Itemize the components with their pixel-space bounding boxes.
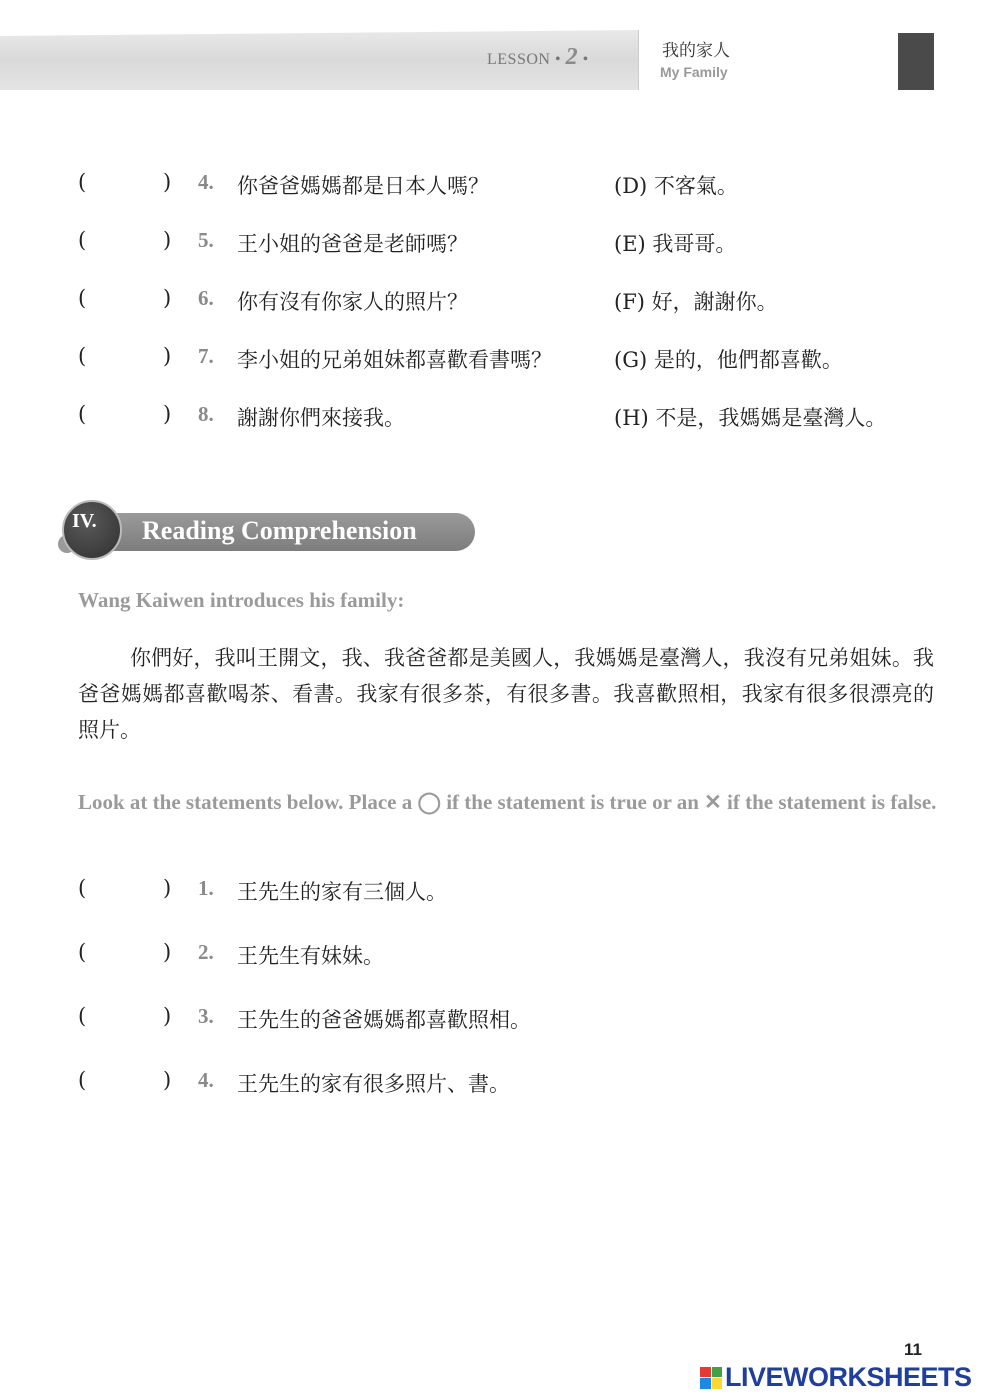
question-text: 你爸爸媽媽都是日本人嗎？ [237, 174, 489, 198]
answer-option: (E) 我哥哥。 [614, 232, 737, 256]
statement-row [0, 940, 1000, 970]
answer-blank-close: ) [163, 940, 172, 964]
answer-blank-open[interactable]: ( [78, 228, 87, 252]
statement-text: 王先生的爸爸媽媽都喜歡照相。 [237, 1008, 531, 1032]
answer-blank-close: ) [163, 876, 172, 900]
section-number: IV. [72, 510, 97, 532]
statement-row [0, 1004, 1000, 1034]
lesson-number: 2 [565, 44, 579, 70]
statement-number: 3. [198, 1004, 214, 1028]
header-corner-block [898, 33, 934, 90]
lesson-label [487, 44, 589, 71]
question-number: 6. [198, 286, 214, 310]
reading-passage: 你們好，我叫王開文，我、我爸爸都是美國人，我媽媽是臺灣人，我沒有兄弟姐妹。我爸爸媽媽都喜歡喝茶、看書。我家有很多茶，有很多書。我喜歡照相，我家有很多很漂亮的照片。 [78, 646, 934, 742]
answer-option: (F) 好，謝謝你。 [614, 290, 778, 314]
section-title: Reading Comprehension [142, 516, 417, 545]
answer-option: (H) 不是，我媽媽是臺灣人。 [614, 406, 887, 430]
question-text: 謝謝你們來接我。 [237, 406, 405, 430]
statement-number: 2. [198, 940, 214, 964]
statement-text: 王先生有妹妹。 [237, 944, 384, 968]
answer-blank-open[interactable]: ( [78, 940, 87, 964]
answer-blank-close: ) [163, 1004, 172, 1028]
answer-blank-close: ) [163, 286, 172, 310]
answer-blank-open[interactable]: ( [78, 286, 87, 310]
liveworksheets-watermark[interactable] [700, 1362, 972, 1393]
statement-number: 1. [198, 876, 214, 900]
reading-intro: Wang Kaiwen introduces his family: [78, 588, 405, 612]
statement-number: 4. [198, 1068, 214, 1092]
question-number: 4. [198, 170, 214, 194]
answer-blank-open[interactable]: ( [78, 1068, 87, 1092]
lesson-title-chinese: 我的家人 [662, 41, 730, 61]
answer-blank-close: ) [163, 402, 172, 426]
liveworksheets-text: LIVEWORKSHEETS [725, 1362, 972, 1392]
question-text: 王小姐的爸爸是老師嗎？ [237, 232, 468, 256]
answer-blank-open[interactable]: ( [78, 170, 87, 194]
answer-blank-close: ) [163, 1068, 172, 1092]
lesson-bullet: • [554, 51, 566, 68]
answer-option: (G) 是的，他們都喜歡。 [614, 348, 843, 372]
statement-row [0, 876, 1000, 906]
question-text: 你有沒有你家人的照片？ [237, 290, 468, 314]
matching-row [0, 286, 1000, 316]
answer-blank-open[interactable]: ( [78, 876, 87, 900]
answer-blank-close: ) [163, 170, 172, 194]
lesson-title-english: My Family [660, 64, 728, 80]
true-false-instruction: Look at the statements below. Place a ◯ if the statement is true or an ✕ if the statement is false. [78, 790, 937, 814]
answer-option: (D) 不客氣。 [614, 174, 738, 198]
answer-blank-close: ) [163, 344, 172, 368]
answer-blank-close: ) [163, 228, 172, 252]
question-number: 5. [198, 228, 214, 252]
answer-blank-open[interactable]: ( [78, 402, 87, 426]
question-text: 李小姐的兄弟姐妹都喜歡看書嗎？ [237, 348, 552, 372]
lesson-label-text: LESSON [487, 51, 551, 68]
matching-row [0, 228, 1000, 258]
statement-row [0, 1068, 1000, 1098]
answer-blank-open[interactable]: ( [78, 1004, 87, 1028]
liveworksheets-logo-icon [700, 1367, 722, 1389]
statement-text: 王先生的家有三個人。 [237, 880, 447, 904]
matching-row [0, 170, 1000, 200]
matching-row [0, 344, 1000, 374]
page-number: 11 [904, 1340, 922, 1359]
question-number: 7. [198, 344, 214, 368]
statement-text: 王先生的家有很多照片、書。 [237, 1072, 510, 1096]
matching-row [0, 402, 1000, 432]
lesson-bullet: • [582, 51, 589, 68]
answer-blank-open[interactable]: ( [78, 344, 87, 368]
question-number: 8. [198, 402, 214, 426]
